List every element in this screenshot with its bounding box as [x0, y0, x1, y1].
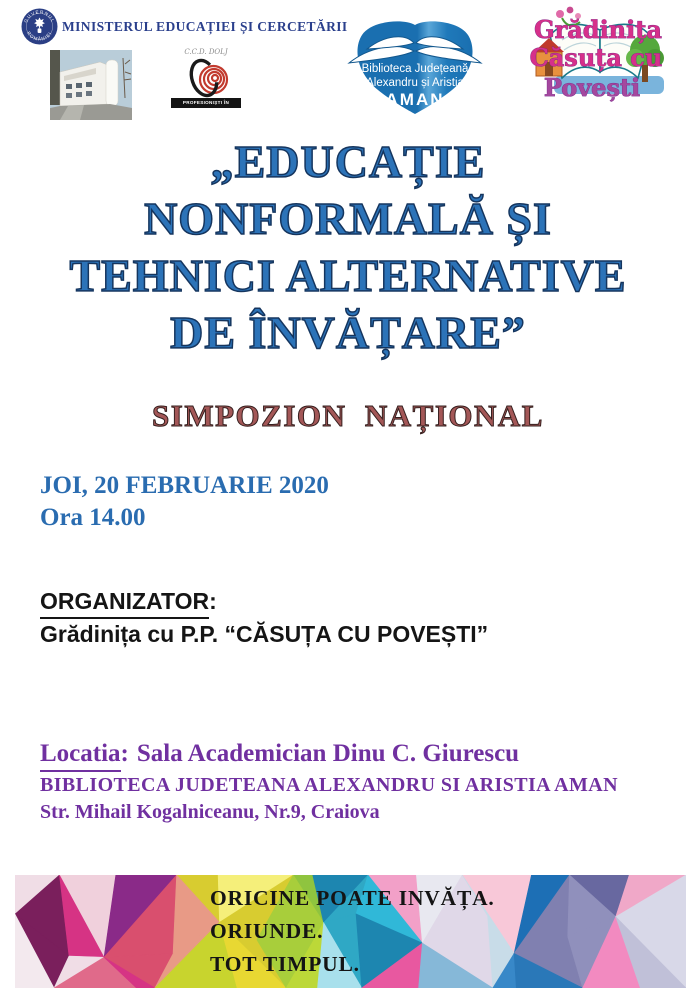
- motto-banner: [15, 875, 686, 988]
- organizer-section: [40, 586, 488, 650]
- event-title: [0, 133, 696, 361]
- gradinita-casuta-cu-povesti-logo: [526, 4, 674, 108]
- ministry-title: MINISTERUL EDUCAȚIEI ȘI CERCETĂRII: [62, 19, 348, 34]
- ccd-building-photo: [50, 50, 132, 120]
- location-hall: Sala Academician Dinu C. Giurescu: [136, 740, 520, 767]
- motto-text: [210, 882, 495, 981]
- title-line-2: NONFORMALĂ ȘI: [144, 193, 552, 244]
- symposium-subtitle: SIMPOZION NAȚIONAL: [152, 398, 544, 433]
- event-date: JOI, 20 FEBRUARIE 2020: [40, 472, 329, 499]
- location-library: BIBLIOTECA JUDETEANA ALEXANDRU SI ARISTIA AMAN: [40, 774, 618, 796]
- organizer-heading: [40, 586, 488, 619]
- svg-text:Grădinița: Grădinița: [534, 15, 662, 44]
- event-datetime: [40, 470, 329, 534]
- location-colon: :: [120, 740, 129, 767]
- aman-library-logo: [347, 15, 483, 116]
- svg-text:Povești: Povești: [543, 73, 641, 102]
- location-section: [40, 738, 618, 825]
- ccd-script-text: C.C.D. DOLJ: [184, 48, 228, 56]
- svg-text:AMAN: AMAN: [385, 90, 445, 109]
- location-address: Str. Mihail Kogalniceanu, Nr.9, Craiova: [40, 801, 380, 823]
- motto-line-1: ORICINE POATE INVĂȚA.: [210, 886, 495, 910]
- location-line-1: [40, 738, 618, 772]
- svg-text:Biblioteca Județeană: Biblioteca Județeană: [361, 63, 469, 75]
- title-line-4: DE ÎNVĂȚARE”: [170, 307, 526, 358]
- svg-text:ROMÂNIEI: ROMÂNIEI: [26, 30, 53, 42]
- title-line-3: TEHNICI ALTERNATIVE: [69, 250, 627, 301]
- motto-line-3: TOT TIMPUL.: [210, 952, 360, 976]
- organizer-name: Grădinița cu P.P. “CĂSUȚA CU POVEȘTI”: [40, 621, 489, 647]
- title-line-1: „EDUCAȚIE: [210, 136, 486, 187]
- svg-text:GUVERNUL: GUVERNUL: [23, 9, 56, 24]
- ccd-banner-text: PROFESIONIȘTI ÎN EDUCAȚIE: [171, 98, 241, 108]
- ccd-dolj-logo: [168, 46, 244, 115]
- organizer-colon: :: [209, 588, 217, 614]
- motto-line-2: ORIUNDE.: [210, 919, 324, 943]
- location-label: Locatia: [40, 738, 121, 772]
- ccd-spiral-icon: [200, 66, 227, 93]
- event-time: Ora 14.00: [40, 504, 146, 531]
- svg-text:Alexandru și Aristia: Alexandru și Aristia: [366, 77, 464, 89]
- organizer-label: ORGANIZATOR: [40, 586, 209, 619]
- romanian-government-seal-icon: [21, 8, 58, 45]
- svg-text:Căsuța cu: Căsuța cu: [529, 43, 663, 72]
